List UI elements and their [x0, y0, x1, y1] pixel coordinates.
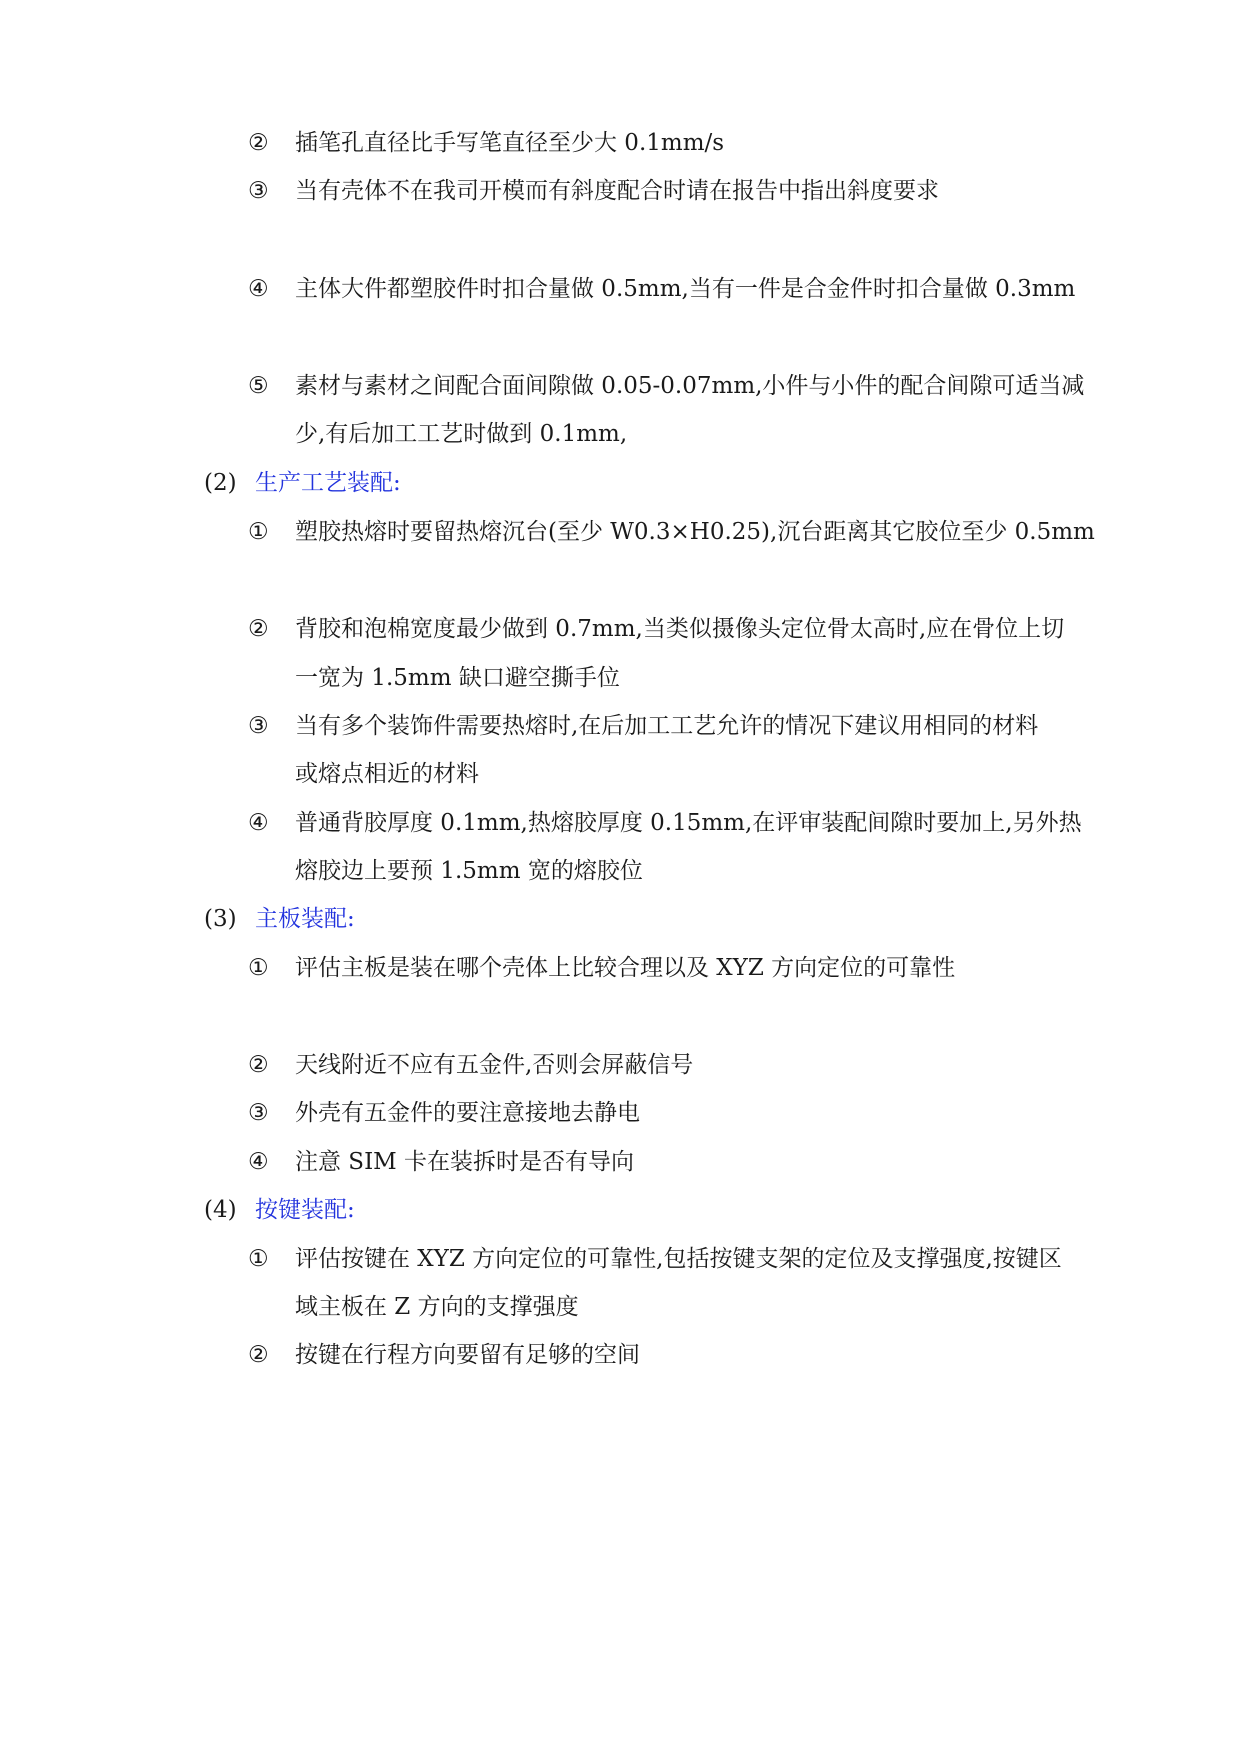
item-text: 背胶和泡棉宽度最少做到 0.7mm,当类似摄像头定位骨太高时,应在骨位上切: [295, 616, 1065, 642]
item-number: ②: [248, 130, 269, 156]
item-text: 插笔孔直径比手写笔直径至少大 0.1mm/s: [295, 130, 725, 156]
item-text: 天线附近不应有五金件,否则会屏蔽信号: [295, 1052, 694, 1078]
item-number: ③: [248, 1100, 269, 1126]
item-number: ④: [248, 276, 269, 302]
item-text: 普通背胶厚度 0.1mm,热熔胶厚度 0.15mm,在评审装配间隙时要加上,另外热: [295, 810, 1082, 836]
item-text: 当有多个装饰件需要热熔时,在后加工工艺允许的情况下建议用相同的材料: [295, 713, 1039, 739]
item-text: 当有壳体不在我司开模而有斜度配合时请在报告中指出斜度要求: [295, 178, 939, 204]
item-number: ②: [248, 616, 269, 642]
item-text-continuation: 一宽为 1.5mm 缺口避空撕手位: [295, 665, 620, 691]
item-number: ②: [248, 1052, 269, 1078]
item-number: ③: [248, 178, 269, 204]
item-number: ①: [248, 1246, 269, 1272]
item-text: 评估主板是装在哪个壳体上比较合理以及 XYZ 方向定位的可靠性: [295, 955, 956, 981]
item-text: 按键在行程方向要留有足够的空间: [295, 1342, 640, 1368]
item-text-continuation: 域主板在 Z 方向的支撑强度: [295, 1294, 579, 1320]
section-title: 生产工艺装配:: [255, 470, 401, 496]
item-text-continuation: 或熔点相近的材料: [295, 761, 479, 787]
item-text: 评估按键在 XYZ 方向定位的可靠性,包括按键支架的定位及支撑强度,按键区: [295, 1246, 1062, 1272]
item-text-continuation: 少,有后加工工艺时做到 0.1mm,: [295, 421, 628, 447]
item-text: 塑胶热熔时要留热熔沉台(至少 W0.3×H0.25),沉台距离其它胶位至少 0.5mm: [295, 519, 1095, 545]
section-number: (4): [204, 1197, 237, 1223]
item-number: ②: [248, 1342, 269, 1368]
section-number: (3): [204, 906, 237, 932]
item-number: ①: [248, 955, 269, 981]
section-title: 主板装配:: [255, 906, 355, 932]
item-number: ①: [248, 519, 269, 545]
section-number: (2): [204, 470, 237, 496]
item-text: 外壳有五金件的要注意接地去静电: [295, 1100, 640, 1126]
item-number: ④: [248, 1149, 269, 1175]
item-text: 主体大件都塑胶件时扣合量做 0.5mm,当有一件是合金件时扣合量做 0.3mm: [295, 276, 1076, 302]
item-text: 素材与素材之间配合面间隙做 0.05-0.07mm,小件与小件的配合间隙可适当减: [295, 373, 1085, 399]
item-number: ③: [248, 713, 269, 739]
section-title: 按键装配:: [255, 1197, 355, 1223]
item-text-continuation: 熔胶边上要预 1.5mm 宽的熔胶位: [295, 858, 643, 884]
item-number: ⑤: [248, 373, 269, 399]
item-text: 注意 SIM 卡在装拆时是否有导向: [295, 1149, 635, 1175]
item-number: ④: [248, 810, 269, 836]
